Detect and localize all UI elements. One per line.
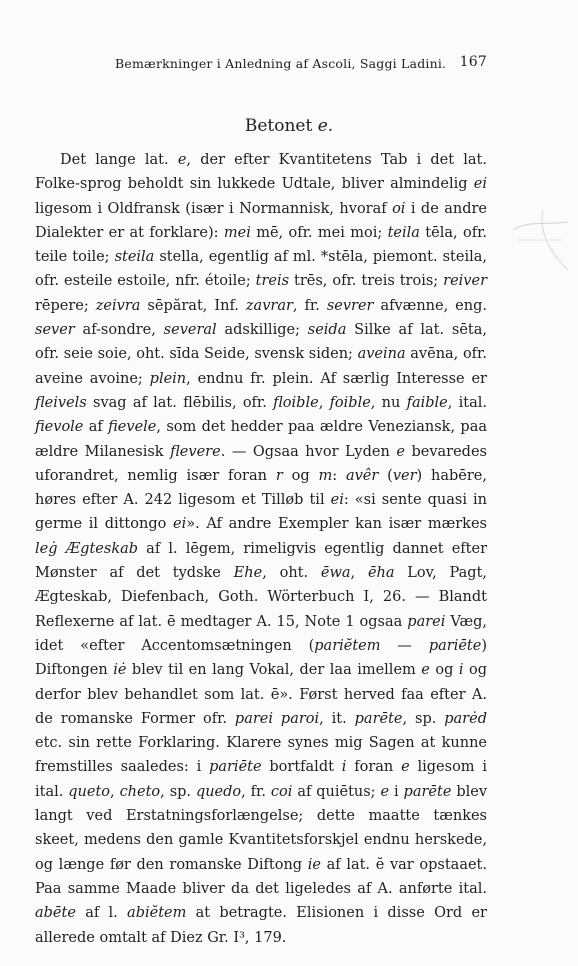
page-number: 167 bbox=[459, 54, 487, 70]
running-head-text: Bemærkninger i Anledning af Ascoli, Saggi Ladini. bbox=[115, 56, 447, 71]
paragraph: Det lange lat. e, der efter Kvantitetens Tab i det lat. Folke-sprog beholdt sin lukkede Udtale, bliver almindelig ei ligesom i Oldfransk (især i Normannisk, hvoraf oi i de andre Dialekter er at forklare): mei mē, ofr. mei moi; teila tēla, ofr. teile toile; steila stella, egentlig af ml. *stēla, piemont. steila, ofr. esteile estoile, nfr. étoile; treis trēs, ofr. treis trois; reiver rēpere; zeivra sēpărat, Inf. zavrar, fr. sevrer afvænne, eng. sever af-sondre, several adskillige; seida Silke af lat. sēta, ofr. seie soie, oht. sīda Seide, svensk siden; aveina avēna, ofr. aveine avoine; plein, endnu fr. plein. Af særlig Interesse er fleivels svag af lat. flēbilis, ofr. floible, foible, nu faible, ital. fievole af fievele, som det hedder paa ældre Veneziansk, paa ældre Milanesisk flevere. — Ogsaa hvor Lyden e bevaredes uforandret, nemlig især foran r og m: avêr (ver) habēre, høres efter A. 242 ligesom et Tilløb til ei: «si sente quasi in germe il dittongo ei». Af andre Exempler kan især mærkes leġ Ægteskab af l. lēgem, rimeligvis egentlig dannet efter Mønster af det tydske Ehe, oht. ēwa, ēha Lov, Pagt, Ægteskab, Diefenbach, Goth. Wörterbuch I, 26. — Blandt Reflexerne af lat. ē medtager A. 15, Note 1 ogsaa parei Væg, idet «efter Accentomsætningen (pariĕtem — pariēte) Diftongen iė blev til en lang Vokal, der laa imellem e og i og derfor blev behandlet som lat. ē». Først herved faa efter A. de romanske Former ofr. parei paroi, it. parēte, sp. parėd etc. sin rette Forklaring. Klarere synes mig Sagen at kunne fremstilles saaledes: i pariēte bortfaldt i foran e ligesom i ital. queto, cheto, sp. quedo, fr. coi af quiētus; e i parēte blev langt ved Erstatningsforlængelse; dette maatte tænkes skeet, medens den gamle Kvantitetsforskjel endnu herskede, og længe før den romanske Diftong ie af lat. ĕ var opstaaet. Paa samme Maade bliver da det ligeledes af A. anførte ital. abēte af l. abiĕtem at betragte. Elisionen i disse Ord er allerede omtalt af Diez Gr. I³, 179. bbox=[35, 152, 488, 946]
body-text bbox=[35, 148, 487, 950]
section-title-letter: e. bbox=[317, 116, 334, 136]
margin-pencil-mark-icon bbox=[508, 200, 578, 280]
section-title-text: Betonet bbox=[244, 116, 318, 136]
section-title bbox=[0, 116, 578, 136]
